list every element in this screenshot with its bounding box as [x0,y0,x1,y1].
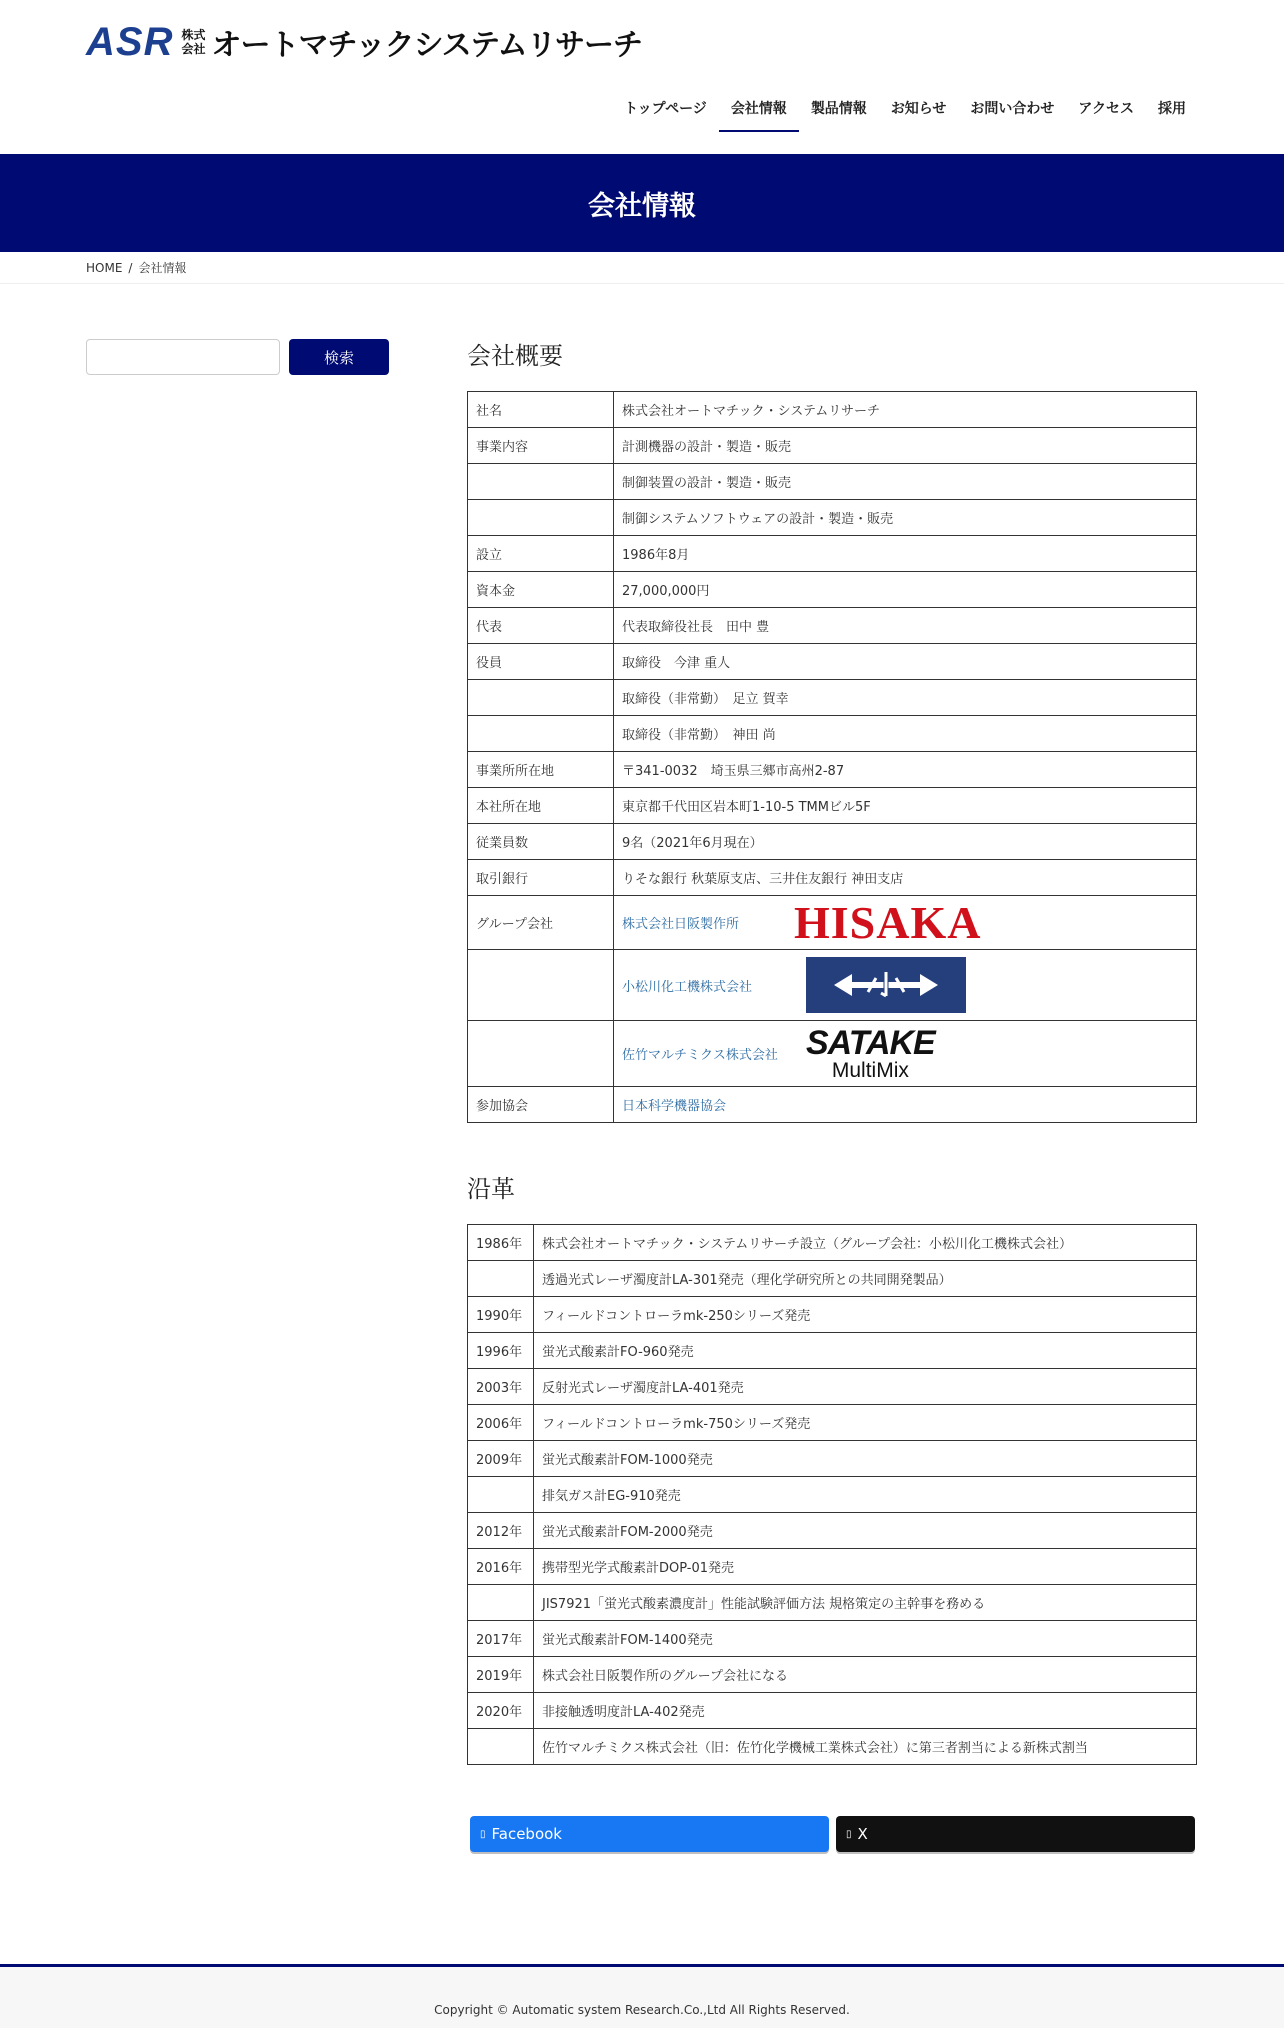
logo-kabu-bottom: 会社 [181,42,206,56]
main-content [467,330,1197,1765]
hisaka-logo[interactable]: HISAKA [794,896,982,948]
history-year [468,1261,534,1297]
overview-key [468,680,614,716]
group-cell [614,950,1197,1021]
table-row [468,824,1197,860]
overview-value: 株式会社オートマチック・システムリサーチ [614,392,1197,428]
association-cell [614,1087,1197,1123]
overview-key: 取引銀行 [468,860,614,896]
table-row [468,1657,1197,1693]
nav-products[interactable]: 製品情報 [810,101,867,117]
history-year: 2016年 [468,1549,534,1585]
history-event: 蛍光式酸素計FOM-2000発売 [534,1513,1197,1549]
history-event: 株式会社日阪製作所のグループ会社になる [534,1657,1197,1693]
history-event: JIS7921「蛍光式酸素濃度計」性能試験評価方法 規格策定の主幹事を務める [534,1585,1197,1621]
group-cell [614,1021,1197,1087]
site-logo[interactable] [86,19,642,64]
overview-key: 資本金 [468,572,614,608]
table-row [468,644,1197,680]
history-year: 1986年 [468,1225,534,1261]
table-row [468,464,1197,500]
history-event: 反射光式レーザ濁度計LA-401発売 [534,1369,1197,1405]
group-label-empty [468,950,614,1021]
table-row [468,1369,1197,1405]
history-event: 携帯型光学式酸素計DOP-01発売 [534,1549,1197,1585]
nav-company[interactable]: 会社情報 [731,92,787,132]
nav-top[interactable]: トップページ [624,101,707,117]
history-event: 蛍光式酸素計FOM-1000発売 [534,1441,1197,1477]
komatsugawa-emblem-icon [826,965,946,1005]
x-share-button[interactable] [836,1816,1195,1852]
nav-contact[interactable]: お問い合わせ [970,101,1055,117]
overview-value: 27,000,000円 [614,572,1197,608]
logo-company-name: オートマチックシステムリサーチ [211,28,642,63]
table-row [468,950,1197,1021]
history-body [468,1225,1197,1765]
overview-body [468,392,1197,1123]
history-year [468,1729,534,1765]
group-link-satake[interactable]: 佐竹マルチミクス株式会社 [622,1048,778,1063]
overview-value: 代表取締役社長 田中 豊 [614,608,1197,644]
overview-key: 設立 [468,536,614,572]
group-entry [622,896,1188,948]
overview-key: 事業内容 [468,428,614,464]
x-share-label: X [857,1825,868,1843]
group-entry [622,1026,1188,1081]
overview-value: 東京都千代田区岩本町1-10-5 TMMビル5F [614,788,1197,824]
table-row [468,428,1197,464]
table-row [468,572,1197,608]
facebook-share-button[interactable] [470,1816,829,1852]
overview-key [468,500,614,536]
table-row [468,536,1197,572]
history-year: 2019年 [468,1657,534,1693]
table-row [468,1621,1197,1657]
history-event: 蛍光式酸素計FO-960発売 [534,1333,1197,1369]
history-title: 沿革 [467,1175,515,1203]
table-row [468,1585,1197,1621]
search-button[interactable]: 検索 [289,339,389,375]
search-input[interactable] [86,339,280,375]
group-link-hisaka[interactable]: 株式会社日阪製作所 [622,917,740,932]
share-buttons [470,1816,1195,1852]
nav-news[interactable]: お知らせ [890,101,947,117]
history-year [468,1477,534,1513]
overview-value: 1986年8月 [614,536,1197,572]
overview-key: 本社所在地 [468,788,614,824]
facebook-share-label: Facebook [491,1825,562,1843]
overview-key: 従業員数 [468,824,614,860]
table-row [468,788,1197,824]
table-row [468,1549,1197,1585]
history-event: 排気ガス計EG-910発売 [534,1477,1197,1513]
site-footer [0,1964,1284,2028]
page-hero [0,154,1284,252]
breadcrumb-current: 会社情報 [138,261,187,275]
overview-value: 取締役（非常勤） 足立 賀幸 [614,680,1197,716]
overview-value: 計測機器の設計・製造・販売 [614,428,1197,464]
history-year: 2003年 [468,1369,534,1405]
table-row [468,1297,1197,1333]
table-row [468,1693,1197,1729]
group-label-empty [468,1021,614,1087]
history-year [468,1585,534,1621]
history-event: 蛍光式酸素計FOM-1400発売 [534,1621,1197,1657]
table-row [468,392,1197,428]
history-event: 佐竹マルチミクス株式会社（旧：佐竹化学機械工業株式会社）に第三者割当による新株式割当 [534,1729,1197,1765]
breadcrumb-home[interactable]: HOME [86,260,123,275]
group-cell [614,896,1197,950]
group-label: グループ会社 [468,896,614,950]
group-link-komatsugawa[interactable]: 小松川化工機株式会社 [622,979,753,995]
association-label: 参加協会 [468,1087,614,1123]
logo-kabu-top: 株式 [181,28,206,42]
history-event: 非接触透明度計LA-402発売 [534,1693,1197,1729]
table-row [468,1333,1197,1369]
overview-value: 制御システムソフトウェアの設計・製造・販売 [614,500,1197,536]
table-row [468,1021,1197,1087]
history-year: 2020年 [468,1693,534,1729]
facebook-icon: ▯ [480,1828,486,1840]
overview-key [468,716,614,752]
table-row [468,1513,1197,1549]
table-row [468,896,1197,950]
table-row [468,1087,1197,1123]
nav-recruit[interactable]: 採用 [1158,101,1186,117]
satake-logo-text: SATAKE [806,1024,935,1062]
history-event: 株式会社オートマチック・システムリサーチ設立（グループ会社：小松川化工機株式会社） [534,1225,1197,1261]
overview-key [468,464,614,500]
table-row [468,752,1197,788]
history-event: フィールドコントローラmk-250シリーズ発売 [534,1297,1197,1333]
komatsugawa-logo[interactable] [806,957,966,1013]
copyright-text: Copyright © Automatic system Research.Co.,Ltd All Rights Reserved. [434,2003,850,2017]
overview-value: 取締役（非常勤） 神田 尚 [614,716,1197,752]
history-year: 2012年 [468,1513,534,1549]
site-header [0,0,1284,154]
table-row [468,1477,1197,1513]
history-year: 1996年 [468,1333,534,1369]
overview-key: 役員 [468,644,614,680]
table-row [468,1225,1197,1261]
table-row [468,716,1197,752]
overview-title: 会社概要 [467,342,563,370]
breadcrumb-separator: / [128,260,133,275]
association-link[interactable]: 日本科学機器協会 [622,1099,727,1114]
table-row [468,500,1197,536]
overview-key: 社名 [468,392,614,428]
history-year: 2017年 [468,1621,534,1657]
table-row [468,1729,1197,1765]
page-title: 会社情報 [588,190,696,222]
history-event: フィールドコントローラmk-750シリーズ発売 [534,1405,1197,1441]
multimix-logo-text: MultiMix [831,1059,909,1082]
nav-access[interactable]: アクセス [1078,101,1134,117]
overview-value: 9名（2021年6月現在） [614,824,1197,860]
logo-asr-mark: ASR [86,19,174,64]
table-row [468,1405,1197,1441]
overview-key: 代表 [468,608,614,644]
overview-value: 〒341-0032 埼玉県三郷市高州2-87 [614,752,1197,788]
x-icon: ▯ [846,1828,852,1840]
table-row [468,860,1197,896]
history-event: 透過光式レーザ濁度計LA-301発売（理化学研究所との共同開発製品） [534,1261,1197,1297]
satake-multimix-logo[interactable] [806,1026,935,1081]
history-year: 2009年 [468,1441,534,1477]
history-year: 2006年 [468,1405,534,1441]
overview-value: りそな銀行 秋葉原支店、三井住友銀行 神田支店 [614,860,1197,896]
group-entry [622,957,1188,1013]
table-row [468,1441,1197,1477]
global-nav [624,92,1284,132]
history-table [467,1224,1197,1765]
table-row [468,1261,1197,1297]
logo-kabushiki [181,28,205,56]
overview-value: 制御装置の設計・製造・販売 [614,464,1197,500]
table-row [468,680,1197,716]
overview-key: 事業所所在地 [468,752,614,788]
overview-table [467,391,1197,1123]
history-year: 1990年 [468,1297,534,1333]
table-row [468,608,1197,644]
breadcrumb [0,252,1284,284]
overview-value: 取締役 今津 重人 [614,644,1197,680]
sidebar-search [86,339,389,375]
